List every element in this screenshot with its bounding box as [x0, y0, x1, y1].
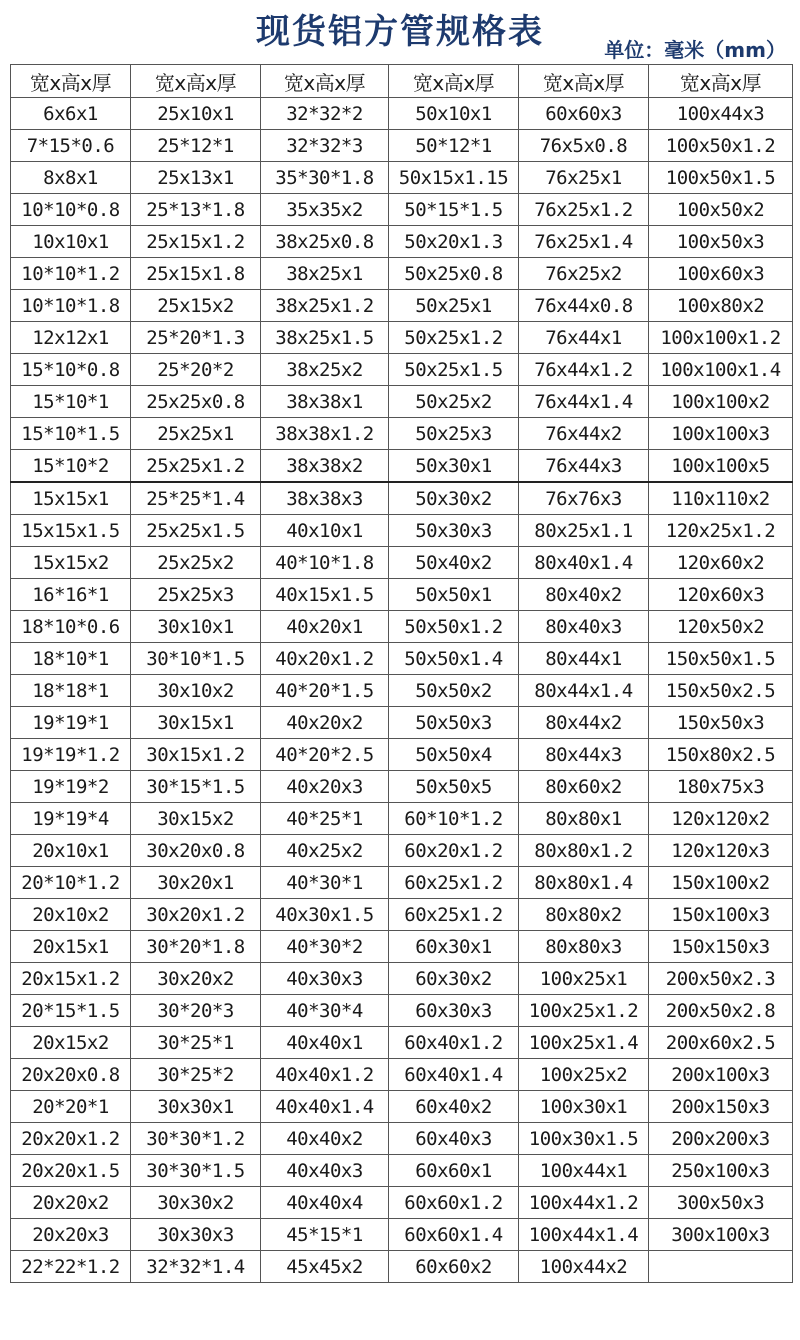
spec-cell: 50x25x1.5 [389, 354, 519, 386]
spec-cell: 76x44x3 [519, 450, 649, 483]
spec-cell: 6x6x1 [11, 98, 131, 130]
header-row [11, 65, 793, 98]
spec-cell: 18*10*1 [11, 643, 131, 675]
spec-cell: 40*30*2 [261, 931, 389, 963]
spec-cell: 38x38x1.2 [261, 418, 389, 450]
spec-cell: 100x25x2 [519, 1059, 649, 1091]
page-title: 现货铝方管规格表 [256, 12, 544, 52]
spec-cell: 60x40x1.4 [389, 1059, 519, 1091]
spec-cell: 40*30*4 [261, 995, 389, 1027]
spec-cell: 30*30*1.2 [131, 1123, 261, 1155]
spec-cell: 150x50x1.5 [649, 643, 793, 675]
table-row [11, 98, 793, 130]
spec-cell: 45*15*1 [261, 1219, 389, 1251]
header-cell: 宽x高x厚 [131, 65, 261, 98]
spec-cell: 20x10x1 [11, 835, 131, 867]
spec-cell: 150x100x3 [649, 899, 793, 931]
spec-cell: 40*30*1 [261, 867, 389, 899]
spec-cell: 38x25x0.8 [261, 226, 389, 258]
spec-cell: 150x150x3 [649, 931, 793, 963]
spec-cell: 10*10*0.8 [11, 194, 131, 226]
spec-cell: 250x100x3 [649, 1155, 793, 1187]
spec-cell: 40x40x3 [261, 1155, 389, 1187]
spec-cell: 80x40x1.4 [519, 547, 649, 579]
spec-cell: 80x80x1 [519, 803, 649, 835]
spec-cell: 32*32*1.4 [131, 1251, 261, 1283]
spec-cell: 20x20x1.5 [11, 1155, 131, 1187]
table-row [11, 1059, 793, 1091]
spec-cell: 80x44x3 [519, 739, 649, 771]
spec-cell: 25x25x2 [131, 547, 261, 579]
spec-cell: 50x30x3 [389, 515, 519, 547]
spec-cell: 30*25*2 [131, 1059, 261, 1091]
spec-cell: 30*25*1 [131, 1027, 261, 1059]
spec-cell: 80x44x1 [519, 643, 649, 675]
spec-cell: 60x30x2 [389, 963, 519, 995]
spec-cell: 50x25x2 [389, 386, 519, 418]
spec-cell: 30x10x2 [131, 675, 261, 707]
spec-cell: 60x40x3 [389, 1123, 519, 1155]
spec-cell: 60x40x2 [389, 1091, 519, 1123]
spec-cell: 30x30x3 [131, 1219, 261, 1251]
spec-cell: 50x25x1.2 [389, 322, 519, 354]
spec-cell: 10*10*1.2 [11, 258, 131, 290]
spec-cell: 100x44x1 [519, 1155, 649, 1187]
spec-cell: 30*15*1.5 [131, 771, 261, 803]
table-row [11, 771, 793, 803]
spec-cell: 45x45x2 [261, 1251, 389, 1283]
table-row [11, 482, 793, 515]
spec-cell: 20x15x1 [11, 931, 131, 963]
spec-cell: 25x15x2 [131, 290, 261, 322]
spec-cell: 76x25x1 [519, 162, 649, 194]
spec-cell: 40x20x3 [261, 771, 389, 803]
table-row [11, 739, 793, 771]
spec-cell: 12x12x1 [11, 322, 131, 354]
spec-cell: 20x15x2 [11, 1027, 131, 1059]
spec-cell: 50x30x1 [389, 450, 519, 483]
spec-cell: 38x38x1 [261, 386, 389, 418]
spec-cell: 80x25x1.1 [519, 515, 649, 547]
table-row [11, 226, 793, 258]
spec-cell: 60x25x1.2 [389, 899, 519, 931]
spec-cell: 15*10*1.5 [11, 418, 131, 450]
spec-cell: 25x10x1 [131, 98, 261, 130]
spec-cell: 50x50x2 [389, 675, 519, 707]
spec-cell: 25x25x1.2 [131, 450, 261, 483]
unit-note: 单位：毫米（mm） [604, 38, 786, 62]
spec-cell: 76x44x0.8 [519, 290, 649, 322]
spec-cell: 50*12*1 [389, 130, 519, 162]
spec-cell: 20x20x1.2 [11, 1123, 131, 1155]
spec-cell: 25x25x0.8 [131, 386, 261, 418]
spec-cell: 15*10*0.8 [11, 354, 131, 386]
header-cell: 宽x高x厚 [261, 65, 389, 98]
spec-cell: 100x100x3 [649, 418, 793, 450]
table-row [11, 675, 793, 707]
spec-cell: 40x40x1.4 [261, 1091, 389, 1123]
spec-cell: 60x20x1.2 [389, 835, 519, 867]
table-row [11, 963, 793, 995]
spec-cell: 100x50x1.5 [649, 162, 793, 194]
spec-cell: 20*10*1.2 [11, 867, 131, 899]
spec-cell: 25x15x1.8 [131, 258, 261, 290]
spec-cell: 10x10x1 [11, 226, 131, 258]
spec-cell: 30x15x1.2 [131, 739, 261, 771]
spec-cell: 200x200x3 [649, 1123, 793, 1155]
spec-cell: 60x40x1.2 [389, 1027, 519, 1059]
spec-cell: 25*20*2 [131, 354, 261, 386]
spec-cell: 60x30x1 [389, 931, 519, 963]
table-row [11, 579, 793, 611]
spec-cell: 60x30x3 [389, 995, 519, 1027]
table-row [11, 1155, 793, 1187]
spec-cell: 20x20x3 [11, 1219, 131, 1251]
table-row [11, 1027, 793, 1059]
spec-cell: 100x100x1.2 [649, 322, 793, 354]
spec-cell: 60x60x1 [389, 1155, 519, 1187]
spec-cell: 38x25x1 [261, 258, 389, 290]
spec-cell: 25x13x1 [131, 162, 261, 194]
table-row [11, 450, 793, 483]
spec-cell: 35x35x2 [261, 194, 389, 226]
spec-cell: 20*20*1 [11, 1091, 131, 1123]
spec-cell: 25x25x1.5 [131, 515, 261, 547]
spec-cell: 18*18*1 [11, 675, 131, 707]
table-row [11, 643, 793, 675]
table-row [11, 867, 793, 899]
spec-cell: 40x40x1.2 [261, 1059, 389, 1091]
spec-cell: 100x100x1.4 [649, 354, 793, 386]
table-row [11, 418, 793, 450]
spec-cell: 40x15x1.5 [261, 579, 389, 611]
spec-cell: 50x50x3 [389, 707, 519, 739]
spec-cell: 300x50x3 [649, 1187, 793, 1219]
spec-cell: 76x5x0.8 [519, 130, 649, 162]
table-row [11, 130, 793, 162]
spec-cell: 30x15x2 [131, 803, 261, 835]
spec-cell: 100x25x1.4 [519, 1027, 649, 1059]
table-row [11, 611, 793, 643]
spec-cell: 25x25x1 [131, 418, 261, 450]
spec-cell: 40x20x2 [261, 707, 389, 739]
spec-cell: 50x50x4 [389, 739, 519, 771]
table-row [11, 931, 793, 963]
spec-cell: 30*20*1.8 [131, 931, 261, 963]
spec-cell: 80x80x1.4 [519, 867, 649, 899]
spec-cell: 20x10x2 [11, 899, 131, 931]
spec-cell: 19*19*4 [11, 803, 131, 835]
spec-table-body [11, 98, 793, 1283]
spec-cell: 7*15*0.6 [11, 130, 131, 162]
spec-cell: 100x44x2 [519, 1251, 649, 1283]
spec-cell: 40*10*1.8 [261, 547, 389, 579]
spec-cell: 18*10*0.6 [11, 611, 131, 643]
table-row [11, 1123, 793, 1155]
spec-cell: 80x60x2 [519, 771, 649, 803]
spec-cell: 120x120x3 [649, 835, 793, 867]
spec-cell: 100x25x1.2 [519, 995, 649, 1027]
spec-cell: 30*20*3 [131, 995, 261, 1027]
spec-cell: 100x44x3 [649, 98, 793, 130]
spec-cell: 40x40x2 [261, 1123, 389, 1155]
spec-cell: 50x25x1 [389, 290, 519, 322]
spec-cell: 20x15x1.2 [11, 963, 131, 995]
spec-cell: 32*32*2 [261, 98, 389, 130]
spec-cell: 76x25x1.4 [519, 226, 649, 258]
spec-cell: 76x25x1.2 [519, 194, 649, 226]
spec-cell: 200x50x2.8 [649, 995, 793, 1027]
table-row [11, 1219, 793, 1251]
spec-cell: 32*32*3 [261, 130, 389, 162]
spec-cell: 15x15x1.5 [11, 515, 131, 547]
spec-cell: 40x30x1.5 [261, 899, 389, 931]
spec-cell: 50x40x2 [389, 547, 519, 579]
spec-cell: 40*20*2.5 [261, 739, 389, 771]
spec-cell: 50x20x1.3 [389, 226, 519, 258]
spec-cell: 50x25x0.8 [389, 258, 519, 290]
spec-cell: 38x25x1.5 [261, 322, 389, 354]
spec-cell: 30x15x1 [131, 707, 261, 739]
spec-cell: 100x50x1.2 [649, 130, 793, 162]
spec-cell: 100x50x2 [649, 194, 793, 226]
spec-cell: 76x44x1.2 [519, 354, 649, 386]
spec-cell: 30x20x1.2 [131, 899, 261, 931]
spec-cell: 80x80x1.2 [519, 835, 649, 867]
spec-cell: 40x40x1 [261, 1027, 389, 1059]
spec-cell: 76x25x2 [519, 258, 649, 290]
spec-cell: 20x20x0.8 [11, 1059, 131, 1091]
spec-cell: 100x30x1.5 [519, 1123, 649, 1155]
spec-cell: 80x40x2 [519, 579, 649, 611]
spec-cell: 120x120x2 [649, 803, 793, 835]
table-row [11, 290, 793, 322]
spec-cell: 60x60x2 [389, 1251, 519, 1283]
spec-cell: 80x44x1.4 [519, 675, 649, 707]
spec-cell: 50x25x3 [389, 418, 519, 450]
spec-cell: 76x76x3 [519, 482, 649, 515]
spec-cell: 60*10*1.2 [389, 803, 519, 835]
spec-cell: 30*10*1.5 [131, 643, 261, 675]
spec-cell: 25*25*1.4 [131, 482, 261, 515]
table-row [11, 258, 793, 290]
spec-cell: 50*15*1.5 [389, 194, 519, 226]
spec-cell: 19*19*1.2 [11, 739, 131, 771]
spec-cell: 200x50x2.3 [649, 963, 793, 995]
spec-cell: 19*19*2 [11, 771, 131, 803]
spec-cell: 25x25x3 [131, 579, 261, 611]
spec-cell: 120x50x2 [649, 611, 793, 643]
spec-cell: 110x110x2 [649, 482, 793, 515]
spec-cell: 76x44x1 [519, 322, 649, 354]
table-row [11, 995, 793, 1027]
spec-cell: 50x10x1 [389, 98, 519, 130]
table-row [11, 835, 793, 867]
spec-cell: 76x44x1.4 [519, 386, 649, 418]
spec-cell: 8x8x1 [11, 162, 131, 194]
spec-table [10, 64, 793, 1283]
header-cell: 宽x高x厚 [519, 65, 649, 98]
spec-cell: 200x100x3 [649, 1059, 793, 1091]
spec-cell: 30x10x1 [131, 611, 261, 643]
table-row [11, 899, 793, 931]
spec-cell: 150x80x2.5 [649, 739, 793, 771]
spec-cell: 80x40x3 [519, 611, 649, 643]
spec-cell: 40x30x3 [261, 963, 389, 995]
spec-cell: 15x15x2 [11, 547, 131, 579]
spec-cell: 76x44x2 [519, 418, 649, 450]
spec-cell: 100x44x1.4 [519, 1219, 649, 1251]
spec-cell: 38x38x3 [261, 482, 389, 515]
spec-cell: 100x60x3 [649, 258, 793, 290]
spec-cell: 60x60x1.2 [389, 1187, 519, 1219]
header-cell: 宽x高x厚 [11, 65, 131, 98]
spec-cell: 40x25x2 [261, 835, 389, 867]
spec-cell: 25*13*1.8 [131, 194, 261, 226]
spec-cell: 80x80x3 [519, 931, 649, 963]
spec-cell: 38x38x2 [261, 450, 389, 483]
table-row [11, 386, 793, 418]
spec-cell: 40*20*1.5 [261, 675, 389, 707]
spec-cell: 10*10*1.8 [11, 290, 131, 322]
spec-cell: 38x25x1.2 [261, 290, 389, 322]
table-row [11, 322, 793, 354]
spec-cell: 15*10*1 [11, 386, 131, 418]
spec-cell: 100x100x5 [649, 450, 793, 483]
spec-cell: 30x30x1 [131, 1091, 261, 1123]
spec-cell: 150x50x3 [649, 707, 793, 739]
spec-cell: 100x30x1 [519, 1091, 649, 1123]
spec-cell: 50x50x1.4 [389, 643, 519, 675]
spec-cell: 50x50x1.2 [389, 611, 519, 643]
header-cell: 宽x高x厚 [649, 65, 793, 98]
spec-cell: 100x80x2 [649, 290, 793, 322]
spec-cell: 40x20x1.2 [261, 643, 389, 675]
spec-cell: 80x44x2 [519, 707, 649, 739]
spec-cell: 22*22*1.2 [11, 1251, 131, 1283]
spec-cell: 25*12*1 [131, 130, 261, 162]
spec-cell: 38x25x2 [261, 354, 389, 386]
spec-cell: 40x20x1 [261, 611, 389, 643]
spec-cell: 100x50x3 [649, 226, 793, 258]
header-cell: 宽x高x厚 [389, 65, 519, 98]
table-row [11, 354, 793, 386]
spec-cell: 40x40x4 [261, 1187, 389, 1219]
spec-cell: 50x15x1.15 [389, 162, 519, 194]
table-row [11, 707, 793, 739]
spec-cell: 100x100x2 [649, 386, 793, 418]
spec-cell: 30*30*1.5 [131, 1155, 261, 1187]
spec-cell: 16*16*1 [11, 579, 131, 611]
table-row [11, 194, 793, 226]
spec-cell: 30x20x2 [131, 963, 261, 995]
spec-cell: 60x25x1.2 [389, 867, 519, 899]
spec-cell: 180x75x3 [649, 771, 793, 803]
spec-cell: 100x44x1.2 [519, 1187, 649, 1219]
spec-cell: 150x50x2.5 [649, 675, 793, 707]
spec-cell: 200x60x2.5 [649, 1027, 793, 1059]
spec-cell: 50x50x1 [389, 579, 519, 611]
spec-cell: 100x25x1 [519, 963, 649, 995]
spec-cell: 30x30x2 [131, 1187, 261, 1219]
spec-cell: 120x25x1.2 [649, 515, 793, 547]
table-row [11, 547, 793, 579]
spec-cell: 40x10x1 [261, 515, 389, 547]
spec-cell: 25*20*1.3 [131, 322, 261, 354]
spec-cell: 50x30x2 [389, 482, 519, 515]
spec-cell: 15*10*2 [11, 450, 131, 483]
spec-cell: 20*15*1.5 [11, 995, 131, 1027]
spec-cell: 150x100x2 [649, 867, 793, 899]
spec-cell: 25x15x1.2 [131, 226, 261, 258]
table-row [11, 1187, 793, 1219]
spec-cell [649, 1251, 793, 1283]
spec-cell: 35*30*1.8 [261, 162, 389, 194]
spec-cell: 60x60x3 [519, 98, 649, 130]
table-row [11, 515, 793, 547]
table-row [11, 803, 793, 835]
table-row [11, 1091, 793, 1123]
spec-cell: 80x80x2 [519, 899, 649, 931]
spec-cell: 30x20x0.8 [131, 835, 261, 867]
spec-cell: 19*19*1 [11, 707, 131, 739]
spec-cell: 120x60x3 [649, 579, 793, 611]
spec-cell: 60x60x1.4 [389, 1219, 519, 1251]
spec-cell: 120x60x2 [649, 547, 793, 579]
spec-cell: 40*25*1 [261, 803, 389, 835]
spec-cell: 20x20x2 [11, 1187, 131, 1219]
spec-cell: 300x100x3 [649, 1219, 793, 1251]
spec-cell: 50x50x5 [389, 771, 519, 803]
table-row [11, 1251, 793, 1283]
spec-cell: 15x15x1 [11, 482, 131, 515]
table-row [11, 162, 793, 194]
spec-cell: 200x150x3 [649, 1091, 793, 1123]
spec-cell: 30x20x1 [131, 867, 261, 899]
